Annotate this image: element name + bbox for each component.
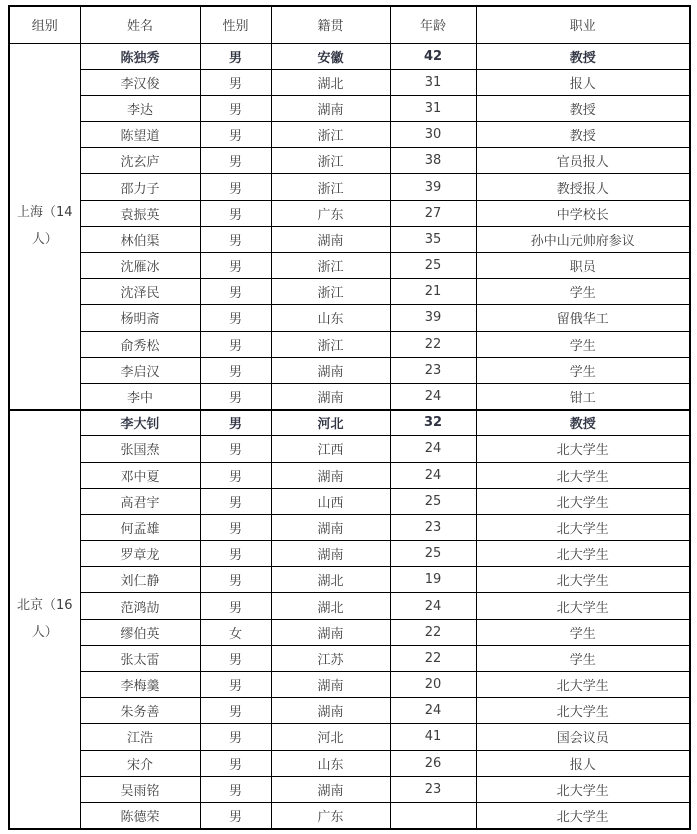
name-cell: 何孟雄	[80, 514, 200, 540]
name-cell: 沈泽民	[80, 279, 200, 305]
gender-cell: 男	[200, 69, 271, 95]
name-cell: 罗章龙	[80, 541, 200, 567]
occupation-cell: 官员报人	[476, 148, 690, 174]
name-cell: 张太雷	[80, 645, 200, 671]
age-cell: 41	[390, 724, 476, 750]
name-cell: 李中	[80, 383, 200, 409]
age-cell: 24	[390, 436, 476, 462]
gender-cell: 男	[200, 776, 271, 802]
column-header-name: 姓名	[80, 6, 200, 43]
table-row	[9, 436, 690, 462]
name-cell: 高君宇	[80, 488, 200, 514]
origin-cell: 湖南	[271, 541, 390, 567]
age-cell: 24	[390, 462, 476, 488]
gender-cell: 男	[200, 148, 271, 174]
age-cell: 31	[390, 69, 476, 95]
gender-cell: 男	[200, 410, 271, 436]
name-cell: 沈玄庐	[80, 148, 200, 174]
origin-cell: 湖北	[271, 593, 390, 619]
gender-cell: 男	[200, 279, 271, 305]
table-row	[9, 305, 690, 331]
name-cell: 江浩	[80, 724, 200, 750]
group-label-cell: 上海（14人）	[9, 43, 80, 410]
age-cell: 20	[390, 672, 476, 698]
origin-cell: 浙江	[271, 148, 390, 174]
name-cell: 李大钊	[80, 410, 200, 436]
origin-cell: 河北	[271, 410, 390, 436]
table-row	[9, 672, 690, 698]
occupation-cell: 学生	[476, 279, 690, 305]
origin-cell: 河北	[271, 724, 390, 750]
table-row	[9, 514, 690, 540]
origin-cell: 湖南	[271, 462, 390, 488]
table-row	[9, 43, 690, 69]
origin-cell: 湖南	[271, 383, 390, 409]
table-row	[9, 462, 690, 488]
table-row	[9, 776, 690, 802]
gender-cell: 男	[200, 698, 271, 724]
age-cell: 19	[390, 567, 476, 593]
age-cell: 24	[390, 593, 476, 619]
column-header-origin: 籍贯	[271, 6, 390, 43]
age-cell: 22	[390, 331, 476, 357]
occupation-cell: 北大学生	[476, 593, 690, 619]
origin-cell: 浙江	[271, 331, 390, 357]
column-header-occupation: 职业	[476, 6, 690, 43]
age-cell: 24	[390, 698, 476, 724]
occupation-cell: 教授	[476, 95, 690, 121]
age-cell: 25	[390, 488, 476, 514]
gender-cell: 男	[200, 750, 271, 776]
origin-cell: 安徽	[271, 43, 390, 69]
members-table	[8, 5, 691, 830]
gender-cell: 男	[200, 802, 271, 828]
origin-cell: 湖北	[271, 567, 390, 593]
gender-cell: 男	[200, 305, 271, 331]
gender-cell: 男	[200, 462, 271, 488]
age-cell: 27	[390, 200, 476, 226]
occupation-cell: 钳工	[476, 383, 690, 409]
occupation-cell: 北大学生	[476, 541, 690, 567]
name-cell: 宋介	[80, 750, 200, 776]
gender-cell: 男	[200, 383, 271, 409]
occupation-cell: 孙中山元帅府参议	[476, 226, 690, 252]
age-cell: 23	[390, 357, 476, 383]
occupation-cell: 学生	[476, 619, 690, 645]
table-row	[9, 541, 690, 567]
column-header-age: 年龄	[390, 6, 476, 43]
occupation-cell: 教授	[476, 43, 690, 69]
table-row	[9, 698, 690, 724]
table-row	[9, 174, 690, 200]
name-cell: 陈望道	[80, 122, 200, 148]
origin-cell: 江西	[271, 436, 390, 462]
origin-cell: 湖南	[271, 357, 390, 383]
gender-cell: 男	[200, 672, 271, 698]
occupation-cell: 报人	[476, 750, 690, 776]
occupation-cell: 北大学生	[476, 672, 690, 698]
origin-cell: 山东	[271, 305, 390, 331]
occupation-cell: 中学校长	[476, 200, 690, 226]
name-cell: 沈雁冰	[80, 253, 200, 279]
gender-cell: 男	[200, 43, 271, 69]
name-cell: 朱务善	[80, 698, 200, 724]
age-cell: 22	[390, 619, 476, 645]
gender-cell: 男	[200, 436, 271, 462]
table-row	[9, 619, 690, 645]
origin-cell: 湖南	[271, 619, 390, 645]
origin-cell: 山西	[271, 488, 390, 514]
age-cell: 39	[390, 305, 476, 331]
gender-cell: 男	[200, 122, 271, 148]
age-cell: 23	[390, 514, 476, 540]
gender-cell: 男	[200, 331, 271, 357]
table-row	[9, 226, 690, 252]
occupation-cell: 北大学生	[476, 567, 690, 593]
occupation-cell: 报人	[476, 69, 690, 95]
table-row	[9, 69, 690, 95]
age-cell: 31	[390, 95, 476, 121]
origin-cell: 浙江	[271, 253, 390, 279]
occupation-cell: 学生	[476, 357, 690, 383]
age-cell: 35	[390, 226, 476, 252]
name-cell: 邵力子	[80, 174, 200, 200]
origin-cell: 湖南	[271, 226, 390, 252]
occupation-cell: 学生	[476, 645, 690, 671]
occupation-cell: 教授	[476, 410, 690, 436]
occupation-cell: 北大学生	[476, 514, 690, 540]
age-cell: 39	[390, 174, 476, 200]
origin-cell: 山东	[271, 750, 390, 776]
name-cell: 杨明斋	[80, 305, 200, 331]
origin-cell: 湖南	[271, 95, 390, 121]
gender-cell: 男	[200, 226, 271, 252]
gender-cell: 男	[200, 724, 271, 750]
occupation-cell: 北大学生	[476, 436, 690, 462]
column-header-group: 组别	[9, 6, 80, 43]
origin-cell: 浙江	[271, 174, 390, 200]
table-body	[9, 43, 690, 829]
gender-cell: 男	[200, 567, 271, 593]
origin-cell: 江苏	[271, 645, 390, 671]
age-cell: 22	[390, 645, 476, 671]
table-row	[9, 200, 690, 226]
occupation-cell: 北大学生	[476, 698, 690, 724]
gender-cell: 男	[200, 645, 271, 671]
age-cell: 26	[390, 750, 476, 776]
gender-cell: 男	[200, 488, 271, 514]
origin-cell: 浙江	[271, 279, 390, 305]
name-cell: 李达	[80, 95, 200, 121]
name-cell: 陈德荣	[80, 802, 200, 828]
gender-cell: 男	[200, 200, 271, 226]
table-row	[9, 95, 690, 121]
age-cell	[390, 802, 476, 828]
age-cell: 42	[390, 43, 476, 69]
name-cell: 缪伯英	[80, 619, 200, 645]
table-row	[9, 750, 690, 776]
name-cell: 陈独秀	[80, 43, 200, 69]
table-row	[9, 488, 690, 514]
origin-cell: 湖北	[271, 69, 390, 95]
table-row	[9, 593, 690, 619]
name-cell: 俞秀松	[80, 331, 200, 357]
table-row	[9, 645, 690, 671]
origin-cell: 湖南	[271, 672, 390, 698]
age-cell: 32	[390, 410, 476, 436]
occupation-cell: 职员	[476, 253, 690, 279]
occupation-cell: 北大学生	[476, 488, 690, 514]
origin-cell: 浙江	[271, 122, 390, 148]
table-row	[9, 357, 690, 383]
origin-cell: 湖南	[271, 698, 390, 724]
name-cell: 李汉俊	[80, 69, 200, 95]
age-cell: 24	[390, 383, 476, 409]
gender-cell: 男	[200, 593, 271, 619]
occupation-cell: 北大学生	[476, 462, 690, 488]
gender-cell: 男	[200, 357, 271, 383]
occupation-cell: 北大学生	[476, 802, 690, 828]
occupation-cell: 北大学生	[476, 776, 690, 802]
gender-cell: 男	[200, 95, 271, 121]
age-cell: 21	[390, 279, 476, 305]
occupation-cell: 国会议员	[476, 724, 690, 750]
name-cell: 刘仁静	[80, 567, 200, 593]
table-row	[9, 331, 690, 357]
table-row	[9, 148, 690, 174]
table-header	[9, 6, 690, 43]
table-row	[9, 122, 690, 148]
name-cell: 张国焘	[80, 436, 200, 462]
group-label-cell: 北京（16人）	[9, 410, 80, 829]
age-cell: 38	[390, 148, 476, 174]
name-cell: 吴雨铭	[80, 776, 200, 802]
occupation-cell: 留俄华工	[476, 305, 690, 331]
name-cell: 李启汉	[80, 357, 200, 383]
column-header-gender: 性别	[200, 6, 271, 43]
table-row	[9, 567, 690, 593]
name-cell: 袁振英	[80, 200, 200, 226]
name-cell: 范鸿劼	[80, 593, 200, 619]
gender-cell: 男	[200, 541, 271, 567]
table-row	[9, 724, 690, 750]
table-row	[9, 802, 690, 828]
origin-cell: 湖南	[271, 514, 390, 540]
table-row	[9, 410, 690, 436]
age-cell: 23	[390, 776, 476, 802]
age-cell: 25	[390, 253, 476, 279]
header-row	[9, 6, 690, 43]
origin-cell: 广东	[271, 200, 390, 226]
origin-cell: 广东	[271, 802, 390, 828]
name-cell: 李梅羹	[80, 672, 200, 698]
gender-cell: 男	[200, 174, 271, 200]
occupation-cell: 教授报人	[476, 174, 690, 200]
gender-cell: 男	[200, 514, 271, 540]
table-row	[9, 279, 690, 305]
age-cell: 25	[390, 541, 476, 567]
origin-cell: 湖南	[271, 776, 390, 802]
occupation-cell: 教授	[476, 122, 690, 148]
name-cell: 邓中夏	[80, 462, 200, 488]
gender-cell: 男	[200, 253, 271, 279]
gender-cell: 女	[200, 619, 271, 645]
age-cell: 30	[390, 122, 476, 148]
name-cell: 林伯渠	[80, 226, 200, 252]
table-row	[9, 383, 690, 409]
table-row	[9, 253, 690, 279]
occupation-cell: 学生	[476, 331, 690, 357]
